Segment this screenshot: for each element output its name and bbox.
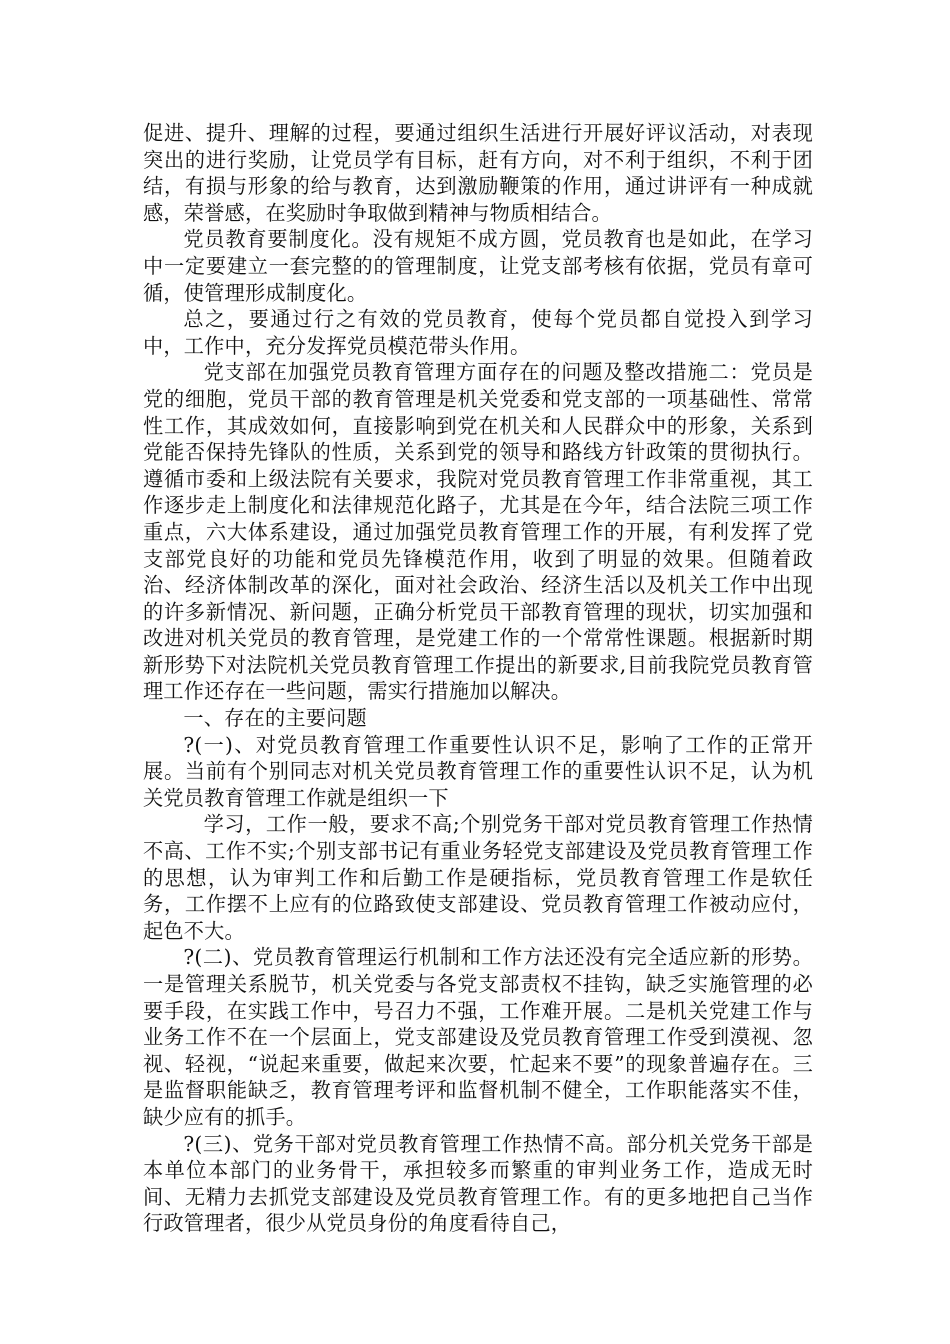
paragraph-problem-three: ?(三)、党务干部对党员教育管理工作热情不高。部分机关党务干部是本单位本部门的业务骨干，承担较多而繁重的审判业务工作，造成无时间、无精力去抓党支部建设及党员教育管理工作。有的更多地把自己当作行政管理者，很少从党员身份的角度看待自己， [143, 1131, 813, 1236]
paragraph-conclusion: 总之，要通过行之有效的党员教育，使每个党员都自觉投入到学习中，工作中，充分发挥党员模范带头作用。 [143, 307, 813, 358]
document-body [143, 120, 813, 1237]
paragraph-problem-two: ?(二)、党员教育管理运行机制和工作方法还没有完全适应新的形势。一是管理关系脱节，机关党委与各党支部责权不挂钩，缺乏实施管理的必要手段，在实践工作中，号召力不强，工作难开展。二是机关党建工作与业务工作不在一个层面上，党支部建设及党员教育管理工作受到漠视、忽视、轻视，“说起来重要，做起来次要，忙起来不要”的现象普遍存在。三是监督职能缺乏，教育管理考评和监督机制不健全，工作职能落实不佳，缺少应有的抓手。 [143, 945, 813, 1129]
paragraph-problem-one: ?(一)、对党员教育管理工作重要性认识不足，影响了工作的正常开展。当前有个别同志对机关党员教育管理工作的重要性认识不足，认为机关党员教育管理工作就是组织一下 [143, 732, 813, 810]
paragraph-institutionalization: 党员教育要制度化。没有规矩不成方圆，党员教育也是如此，在学习中一定要建立一套完整的的管理制度，让党支部考核有依据，党员有章可循，使管理形成制度化。 [143, 227, 813, 305]
paragraph-continuation: 促进、提升、理解的过程，要通过组织生活进行开展好评议活动，对表现突出的进行奖励，让党员学有目标，赶有方向，对不利于组织，不利于团结，有损与形象的给与教育，达到激励鞭策的作用，通过讲评有一种成就感，荣誉感，在奖励时争取做到精神与物质相结合。 [143, 121, 813, 225]
paragraph-problem-one-continued: 学习，工作一般，要求不高;个别党务干部对党员教育管理工作热情不高、工作不实;个别支部书记有重业务轻党支部建设及党员教育管理工作的思想，认为审判工作和后勤工作是硬指标，党员教育管理工作是软任务，工作摆不上应有的位路致使支部建设、党员教育管理工作被动应付，起色不大。 [143, 812, 813, 943]
paragraph-section-two-intro: 党支部在加强党员教育管理方面存在的问题及整改措施二：党员是党的细胞，党员干部的教育管理是机关党委和党支部的一项基础性、常常性工作，其成效如何，直接影响到党在机关和人民群众中的形象，关系到党能否保持先锋队的性质，关系到党的领导和路线方针政策的贯彻执行。遵循市委和上级法院有关要求，我院对党员教育管理工作非常重视，其工作逐步走上制度化和法律规范化路子，尤其是在今年，结合法院三项工作重点，六大体系建设，通过加强党员教育管理工作的开展，有利发挥了党支部党良好的功能和党员先锋模范作用，收到了明显的效果。但随着政治、经济体制改革的深化，面对社会政治、经济生活以及机关工作中出现的许多新情况、新问题，正确分析党员干部教育管理的现状，切实加强和改进对机关党员的教育管理，是党建工作的一个常常性课题。根据新时期新形势下对法院机关党员教育管理工作提出的新要求,目前我院党员教育管理工作还存在一些问题，需实行措施加以解决。 [143, 360, 813, 704]
section-heading-main-problems: 一、存在的主要问题 [183, 706, 367, 731]
